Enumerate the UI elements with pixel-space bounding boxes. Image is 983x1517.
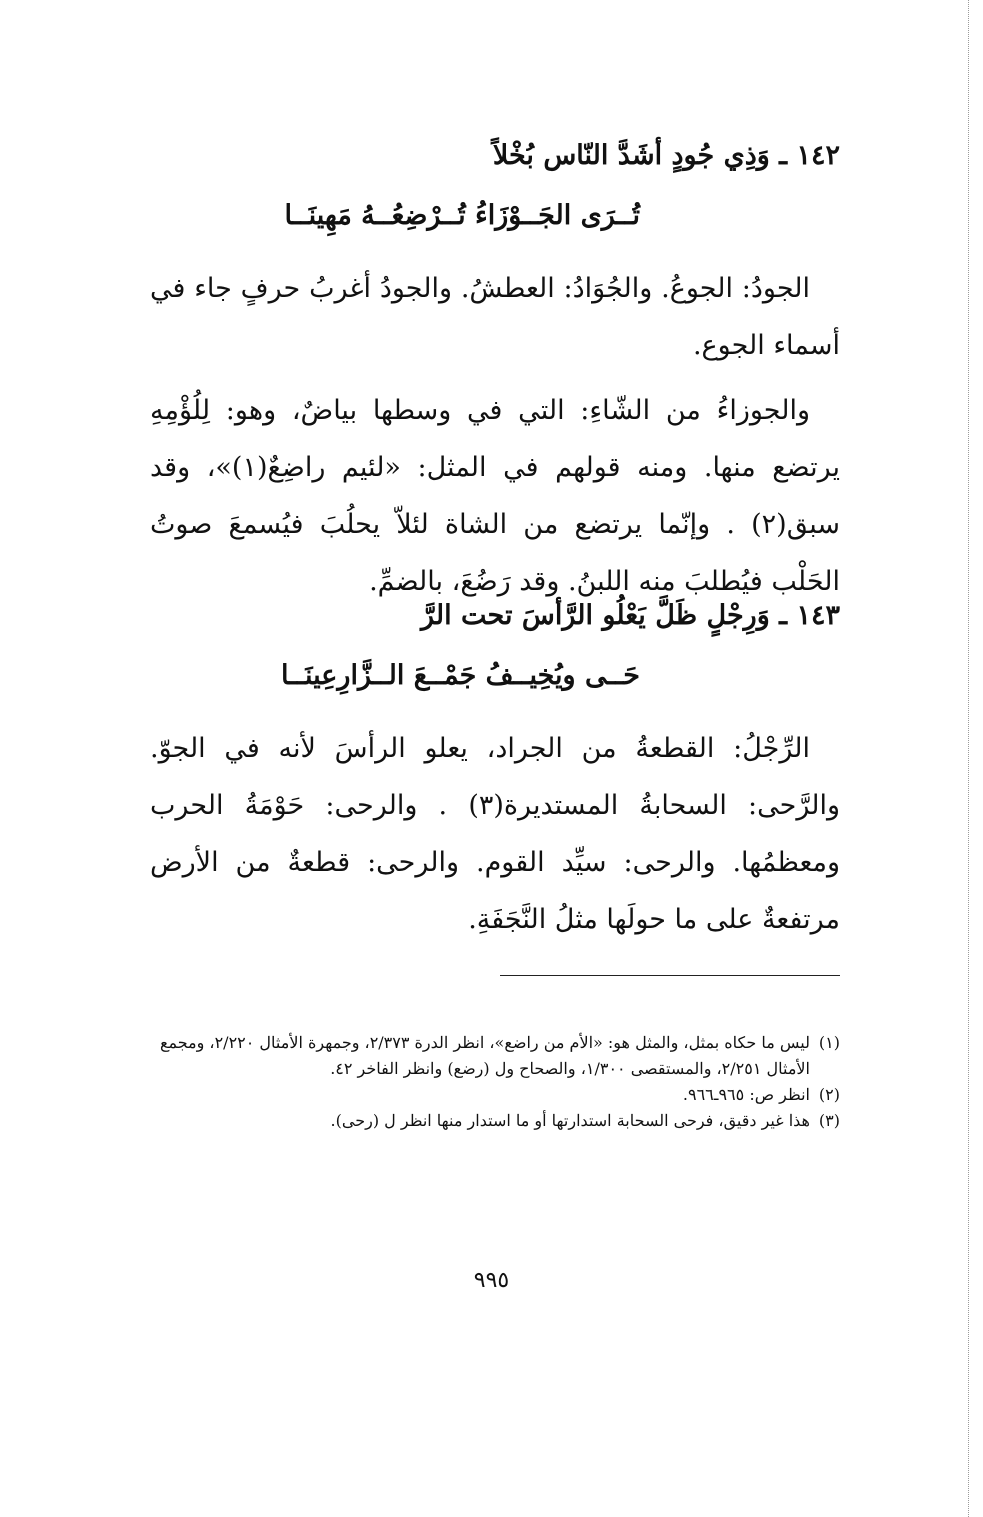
footnote-number: (١) <box>818 1033 840 1052</box>
entry-142-paragraph-1-text: الجودُ: الجوعُ. والجُوَادُ: العطشُ. والجودُ أغربُ حرفٍ جاء في أسماء الجوع. <box>150 273 840 361</box>
footnote-text: انظر ص: ٩٦٥ـ٩٦٦. <box>682 1085 810 1104</box>
footnote-number: (٣) <box>818 1111 840 1130</box>
footnote-2 <box>150 1082 840 1108</box>
entry-142 <box>150 132 840 610</box>
footnote-separator <box>500 975 840 976</box>
footnotes <box>150 1030 840 1134</box>
footnote-number: (٢) <box>818 1085 840 1104</box>
footnote-text: ليس ما حكاه بمثل، والمثل هو: «الأم من راضع»، انظر الدرة ٢/٣٧٣، وجمهرة الأمثال ٢/٢٢٠، ومجمع الأمثال ٢/٢٥١، والمستقصى ١/٣٠٠، والصحاح ول (رضع) وانظر الفاخر ٤٢. <box>159 1033 810 1078</box>
entry-143-paragraph-1 <box>150 720 840 948</box>
verse-143-line2: حَــى ويُخِيــفُ جَمْــعَ الــزَّارِعِينَــا <box>280 660 640 691</box>
entry-142-paragraph-2 <box>150 382 840 610</box>
footnote-1 <box>150 1030 840 1082</box>
verse-143-line1: ١٤٣ ـ وَرِجْلٍ ظَلَّ يَعْلُو الرَّأسَ تحت الرَّ <box>421 600 840 631</box>
verse-142-line2: تُــرَى الجَــوْزَاءُ تُــرْضِعُــهُ مَهِينَــا <box>284 200 640 231</box>
entry-142-paragraph-2-text: والجوزاءُ من الشّاءِ: التي في وسطها بياضٌ، وهو: لِلُؤْمِهِ يرتضع منها. ومنه قولهم في المثل: «لئيم راضِعٌ(١)»، وقد سبق(٢) . وإنّما يرتضع من الشاة لئلاّ يحلُبَ فيُسمعَ صوتُ الحَلْب فيُطلبَ منه اللبنُ. وقد رَضُعَ، بالضمِّ. <box>150 395 841 597</box>
entry-143-paragraph-1-text: الرِّجْلُ: القطعةُ من الجراد، يعلو الرأسَ لأنه في الجوّ. والرَّحى: السحابةُ المستديرة(٣) . والرحى: حَوْمَةُ الحرب ومعظمُها. والرحى: سيِّد القوم. والرحى: قطعةٌ من الأرض مرتفعةٌ على ما حولَها مثلُ النَّجَفَةِ. <box>150 733 840 935</box>
entry-142-paragraph-1 <box>150 260 840 374</box>
verse-142-line1: ١٤٢ ـ وَذِي جُودٍ أشَدَّ النّاس بُخْلاً <box>492 140 840 171</box>
footnote-text: هذا غير دقيق، فرحى السحابة استدارتها أو ما استدار منها انظر ل (رحى). <box>330 1111 810 1130</box>
page-number: ٩٩٥ <box>473 1268 510 1293</box>
entry-143 <box>150 592 840 948</box>
footnote-3 <box>150 1108 840 1134</box>
